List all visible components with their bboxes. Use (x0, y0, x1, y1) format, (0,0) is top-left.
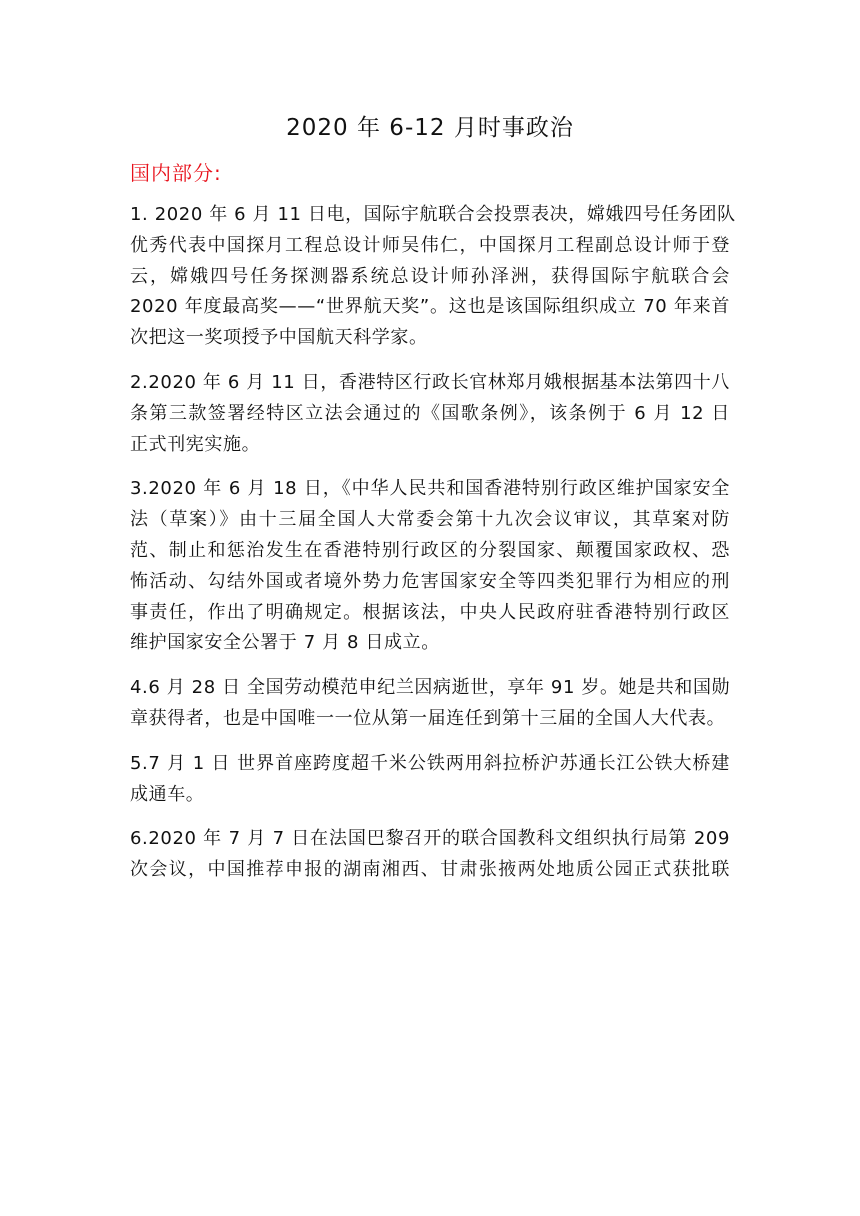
text-line: 6.2020 年 7 月 7 日在法国巴黎召开的联合国教科文组织执行局第 209 (130, 828, 730, 850)
document-body (130, 200, 736, 900)
section-heading-domestic: 国内部分: (130, 161, 222, 185)
text-line: 5.7 月 1 日 世界首座跨度超千米公铁两用斜拉桥沪苏通长江公铁大桥建 (130, 752, 730, 774)
paragraph-5 (130, 749, 730, 811)
text-line: 维护国家安全公署于 7 月 8 日成立。 (130, 632, 440, 654)
text-line: 成通车。 (130, 783, 205, 805)
document-title: 2020 年 6-12 月时事政治 (286, 115, 574, 141)
text-line: 次会议，中国推荐申报的湖南湘西、甘肃张掖两处地质公园正式获批联 (130, 859, 730, 881)
paragraph-6 (130, 824, 730, 886)
text-line: 云，嫦娥四号任务探测器系统总设计师孙泽洲，获得国际宇航联合会 (130, 265, 730, 287)
text-line: 优秀代表中国探月工程总设计师吴伟仁，中国探月工程副总设计师于登 (130, 234, 730, 256)
text-line: 4.6 月 28 日 全国劳动模范申纪兰因病逝世，享年 91 岁。她是共和国勋 (130, 677, 731, 699)
text-line: 事责任，作出了明确规定。根据该法，中央人民政府驻香港特别行政区 (130, 601, 730, 623)
paragraph-1 (130, 200, 736, 354)
text-line: 怖活动、勾结外国或者境外势力危害国家安全等四类犯罪行为相应的刑 (130, 570, 730, 592)
text-line: 范、制止和惩治发生在香港特别行政区的分裂国家、颠覆国家政权、恐 (130, 539, 730, 561)
paragraph-4 (130, 673, 730, 735)
text-line: 法（草案）》由十三届全国人大常委会第十九次会议审议，其草案对防 (130, 509, 730, 531)
text-line: 2020 年度最高奖——“世界航天奖”。这也是该国际组织成立 70 年来首 (130, 296, 730, 318)
text-line: 3.2020 年 6 月 18 日，《中华人民共和国香港特别行政区维护国家安全 (130, 478, 730, 500)
paragraph-3 (130, 474, 730, 659)
paragraph-2 (130, 368, 730, 460)
text-line: 1. 2020 年 6 月 11 日电，国际宇航联合会投票表决，嫦娥四号任务团队 (130, 204, 736, 225)
text-line: 条第三款签署经特区立法会通过的《国歌条例》，该条例于 6 月 12 日 (130, 402, 730, 424)
text-line: 次把这一奖项授予中国航天科学家。 (130, 327, 428, 349)
text-line: 章获得者，也是中国唯一一位从第一届连任到第十三届的全国人大代表。 (130, 707, 726, 729)
text-line: 正式刊宪实施。 (130, 433, 261, 455)
text-line: 2.2020 年 6 月 11 日，香港特区行政长官林郑月娥根据基本法第四十八 (130, 371, 730, 393)
